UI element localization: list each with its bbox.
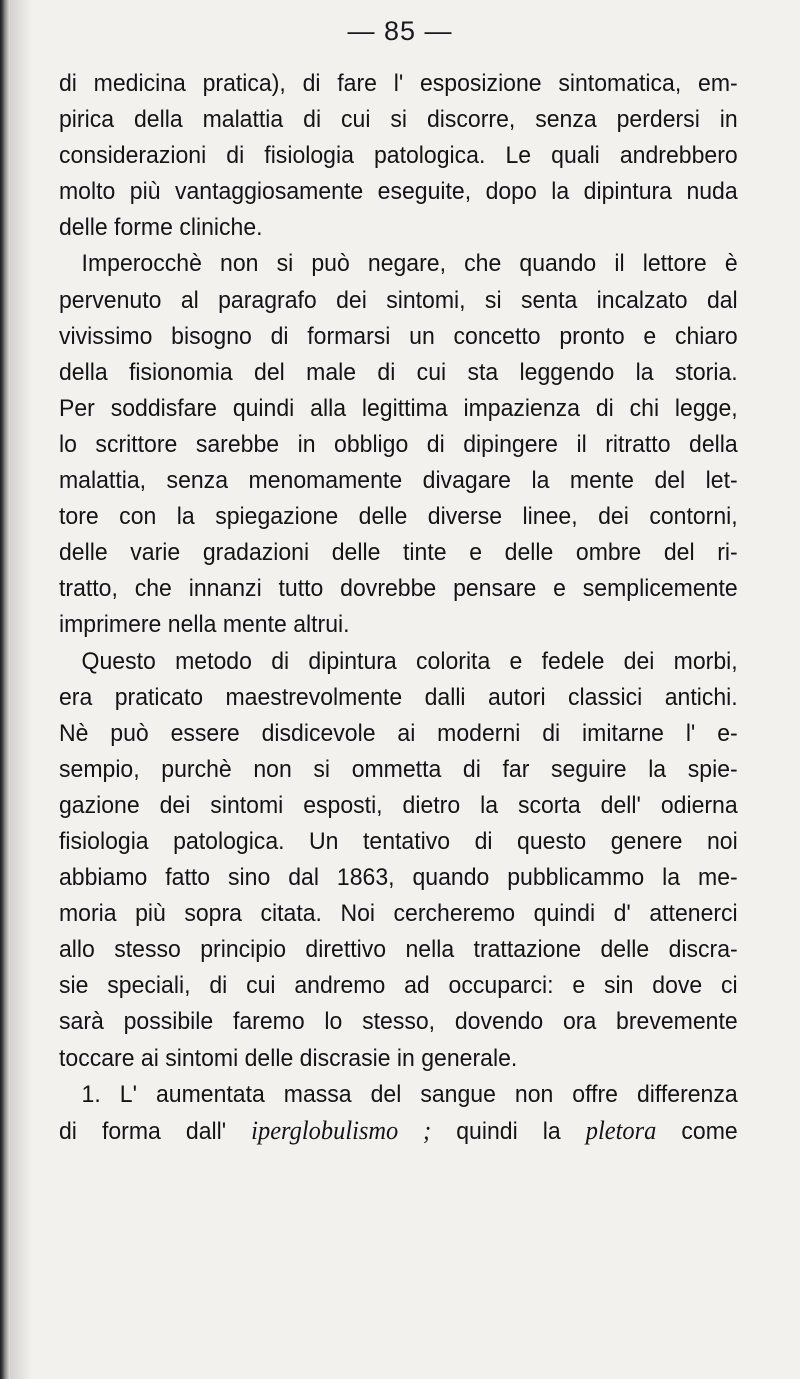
body-text bbox=[59, 66, 737, 1149]
text-line: fisiologia patologica. Un tentativo di questo genere noi bbox=[59, 827, 738, 855]
text-line: allo stesso principio direttivo nella trattazione delle discra- bbox=[59, 936, 738, 964]
text-line: toccare ai sintomi delle discrasie in generale. bbox=[59, 1044, 518, 1072]
book-gutter-shadow bbox=[0, 0, 10, 1379]
text-line: sarà possibile faremo lo stesso, dovendo ora brevemente bbox=[59, 1008, 738, 1036]
page-number: — 85 — bbox=[347, 16, 453, 46]
text-span: quindi la bbox=[431, 1117, 586, 1145]
text-line: tratto, che innanzi tutto dovrebbe pensare e semplicemente bbox=[59, 575, 738, 603]
text-line-with-italics bbox=[59, 1113, 738, 1149]
text-line: sie speciali, di cui andremo ad occuparci: e sin dove ci bbox=[59, 972, 738, 1000]
text-line: di medicina pratica), di fare l' esposizione sintomatica, em- bbox=[59, 70, 738, 97]
text-line: era praticato maestrevolmente dalli autori classici antichi. bbox=[59, 683, 738, 711]
text-line: Per soddisfare quindi alla legittima impazienza di chi legge, bbox=[59, 394, 738, 422]
text-line: Questo metodo di dipintura colorita e fedele dei morbi, bbox=[81, 647, 738, 675]
text-line: della fisionomia del male di cui sta leggendo la storia. bbox=[59, 358, 738, 386]
text-line: delle varie gradazioni delle tinte e delle ombre del ri- bbox=[59, 539, 738, 567]
text-span: come bbox=[656, 1117, 738, 1145]
text-line: molto più vantaggiosamente eseguite, dopo la dipintura nuda bbox=[59, 178, 738, 206]
text-line: Imperocchè non si può negare, che quando il lettore è bbox=[81, 250, 738, 278]
text-line: pirica della malattia di cui si discorre, senza perdersi in bbox=[59, 106, 738, 134]
text-line: delle forme cliniche. bbox=[59, 214, 263, 242]
text-line: imprimere nella mente altrui. bbox=[59, 611, 350, 639]
text-line: considerazioni di fisiologia patologica. Le quali andrebbero bbox=[59, 142, 738, 170]
text-line: tore con la spiegazione delle diverse linee, dei contorni, bbox=[59, 503, 738, 531]
italic-term-pletora: pletora bbox=[585, 1115, 657, 1145]
text-span: di forma dall' bbox=[59, 1117, 252, 1145]
text-line: vivissimo bisogno di formarsi un concetto pronto e chiaro bbox=[59, 322, 738, 350]
text-line: moria più sopra citata. Noi cercheremo quindi d' attenerci bbox=[59, 900, 738, 928]
italic-term-iperglobulismo: iperglobulismo ; bbox=[251, 1115, 432, 1145]
text-line: malattia, senza menomamente divagare la mente del let- bbox=[59, 467, 738, 495]
text-line: sempio, purchè non si ommetta di far seguire la spie- bbox=[59, 755, 738, 783]
text-line: 1. L' aumentata massa del sangue non offre differenza bbox=[81, 1080, 738, 1108]
text-line: abbiamo fatto sino dal 1863, quando pubblicammo la me- bbox=[59, 864, 738, 892]
text-line: lo scrittore sarebbe in obbligo di dipingere il ritratto della bbox=[59, 430, 738, 458]
text-line: pervenuto al paragrafo dei sintomi, si senta incalzato dal bbox=[59, 286, 738, 314]
text-line: gazione dei sintomi esposti, dietro la scorta dell' odierna bbox=[59, 791, 738, 819]
text-line: Nè può essere disdicevole ai moderni di imitarne l' e- bbox=[59, 719, 738, 747]
